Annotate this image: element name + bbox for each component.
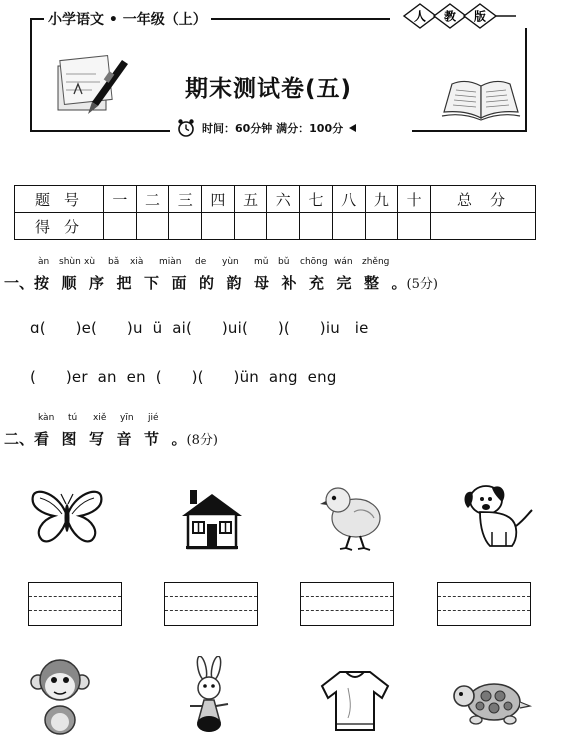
score-col-1: 一 <box>104 186 137 213</box>
q1-fill-line-1[interactable]: ɑ( )e( )u ü ai( )ui( )( )iu ie <box>30 319 369 337</box>
score-cell-8[interactable] <box>332 213 365 240</box>
score-cell-10[interactable] <box>398 213 431 240</box>
score-col-10: 十 <box>398 186 431 213</box>
score-col-9: 九 <box>365 186 398 213</box>
score-col-6: 六 <box>267 186 300 213</box>
q1-pinyin: àn <box>38 257 50 267</box>
q2-pinyin: tú <box>68 413 78 423</box>
edition-badge <box>398 2 518 30</box>
open-book-icon <box>440 72 522 122</box>
butterfly-icon <box>30 488 104 544</box>
score-col-8: 八 <box>332 186 365 213</box>
q1-pinyin: xù <box>84 257 96 267</box>
score-cell-9[interactable] <box>365 213 398 240</box>
grade-label: 小学语文 • 一年级（上） <box>44 9 211 29</box>
rabbit-icon <box>180 656 238 736</box>
score-cell-6[interactable] <box>267 213 300 240</box>
q2-text: 看图写音节 <box>34 430 172 448</box>
score-cell-5[interactable] <box>234 213 267 240</box>
q2-title <box>4 428 218 449</box>
score-table-score-row <box>15 213 536 240</box>
score-row-label: 得分 <box>15 213 104 240</box>
dog-icon <box>462 480 534 552</box>
q1-pinyin: xià <box>130 257 144 267</box>
score-cell-7[interactable] <box>300 213 333 240</box>
arrow-left-icon <box>349 124 356 132</box>
score-cell-total[interactable] <box>431 213 536 240</box>
sweater-icon <box>318 668 392 734</box>
q1-points: (5分) <box>406 277 438 292</box>
q2-pinyin: kàn <box>38 413 55 423</box>
answer-box-house[interactable] <box>164 582 258 626</box>
q2-end: 。 <box>171 430 187 448</box>
q1-pinyin: bǎ <box>108 257 120 267</box>
q1-number: 一、 <box>4 274 35 292</box>
score-table-header-row <box>15 186 536 213</box>
answer-box-butterfly[interactable] <box>28 582 122 626</box>
score-cell-3[interactable] <box>169 213 202 240</box>
exam-title: 期末测试卷(五) <box>185 76 353 102</box>
time-score-text: 时间：60分钟 满分：100分 <box>202 122 344 135</box>
score-col-2: 二 <box>136 186 169 213</box>
answer-box-chick[interactable] <box>300 582 394 626</box>
alarm-clock-icon <box>176 118 196 138</box>
q2-pinyin: xiě <box>93 413 107 423</box>
header-frame-left <box>30 18 32 130</box>
q1-pinyin: mǔ <box>254 257 269 267</box>
score-cell-1[interactable] <box>104 213 137 240</box>
score-cell-4[interactable] <box>202 213 235 240</box>
q1-pinyin: de <box>195 257 207 267</box>
chick-icon <box>320 482 386 552</box>
q2-points: (8分) <box>186 433 218 448</box>
q1-text: 按顺序把下面的韵母补充完整 <box>34 274 392 292</box>
score-col-total: 总分 <box>431 186 536 213</box>
score-col-7: 七 <box>300 186 333 213</box>
score-col-4: 四 <box>202 186 235 213</box>
q1-pinyin: shùn <box>59 257 81 267</box>
q1-pinyin: yùn <box>222 257 239 267</box>
edition-char-2: 教 <box>443 9 457 24</box>
time-arrow-line <box>417 130 527 132</box>
score-table <box>14 185 536 240</box>
header-frame-bottom-left <box>30 130 170 132</box>
answer-box-dog[interactable] <box>437 582 531 626</box>
time-score-bar <box>170 118 362 138</box>
q1-pinyin: wán <box>334 257 353 267</box>
q1-title <box>4 272 438 293</box>
house-icon <box>180 490 244 550</box>
score-col-3: 三 <box>169 186 202 213</box>
q2-pinyin: jié <box>148 413 159 423</box>
q1-fill-line-2[interactable]: ( )er an en ( )( )ün ang eng <box>30 368 337 386</box>
q1-pinyin: chōng <box>300 257 328 267</box>
q1-pinyin: zhěng <box>362 257 390 267</box>
score-cell-2[interactable] <box>136 213 169 240</box>
q1-pinyin: miàn <box>159 257 182 267</box>
q1-end: 。 <box>391 274 407 292</box>
edition-char-1: 人 <box>413 9 427 24</box>
turtle-icon <box>452 672 534 734</box>
score-col-5: 五 <box>234 186 267 213</box>
header-frame-right <box>525 28 527 130</box>
score-header-label: 题号 <box>15 186 104 213</box>
q1-pinyin: bǔ <box>278 257 290 267</box>
pen-paper-icon <box>52 48 130 118</box>
q2-pinyin: yīn <box>120 413 134 423</box>
edition-char-3: 版 <box>473 9 487 24</box>
monkey-icon <box>30 656 90 736</box>
q2-number: 二、 <box>4 430 35 448</box>
